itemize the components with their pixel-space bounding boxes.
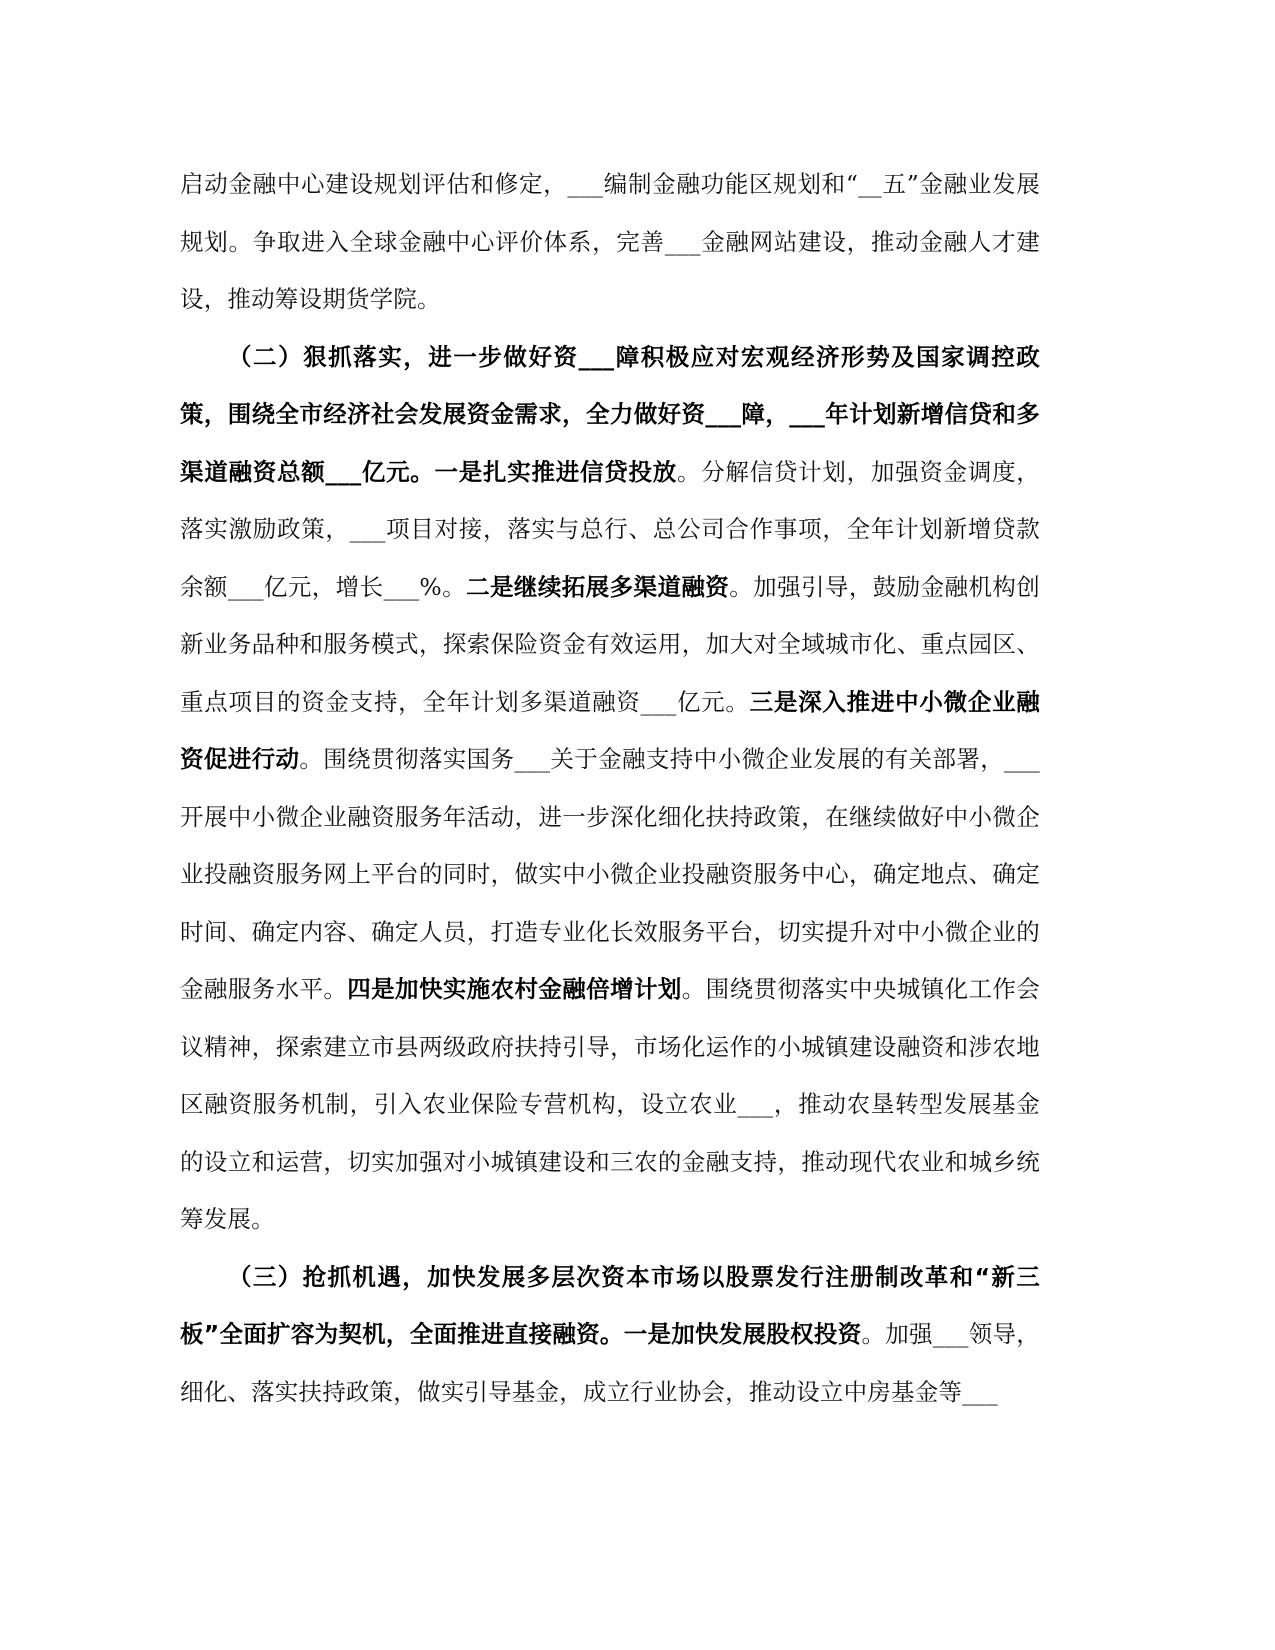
item-credit-title: 一是扎实推进信贷投放 xyxy=(434,457,677,486)
paragraph-capital-market xyxy=(180,1249,1040,1422)
item-rural-title: 四是加快实施农村金融倍增计划 xyxy=(347,975,682,1003)
document-body xyxy=(180,156,1040,1421)
item-credit-text: 。分解信贷计划，加强资金调度，落实激励政策，___项目对接，落实与总行、总公司合作事项，全年计划新增贷款余额___亿元，增长___%。 xyxy=(180,457,1041,601)
item-equity-text: 。加强___领导，细化、落实扶持政策，做实引导基金，成立行业协会，推动设立中房基金等___ xyxy=(180,1320,1040,1406)
item-financing-title: 二是继续拓展多渠道融资 xyxy=(466,572,730,601)
item-sme-text: 。围绕贯彻落实国务___关于金融支持中小微企业发展的有关部署，___开展中小微企业融资服务年活动，进一步深化细化扶持政策，在继续做好中小微企业投融资服务网上平台的同时，做实中小微企业投融资服务中心，确定地点、确定时间、确定内容、确定人员，打造专业化长效服务平台，切实提升对中小微企业的金融服务水平。 xyxy=(180,745,1040,1003)
section-heading-two: （二）狠抓落实，进一步做好资___障积极应对宏观经济形势及国家调控政策，围绕全市经济社会发展资金需求，全力做好资___障，___年计划新增信贷和多渠道融资总额___亿元。 xyxy=(180,342,1040,486)
paragraph-planning-text: 启动金融中心建设规划评估和修定，___编制金融功能区规划和“__五”金融业发展规划。争取进入全球金融中心评价体系，完善___金融网站建设，推动金融人才建设，推动筹设期货学院。 xyxy=(180,170,1040,313)
paragraph-planning xyxy=(180,156,1040,329)
item-sme-title: 三是深入推进中小微企业融资促进行动 xyxy=(180,687,1041,773)
paragraph-funding-guarantee xyxy=(180,329,1040,1249)
item-financing-text: 。加强引导，鼓励金融机构创新业务品种和服务模式，探索保险资金有效运用，加大对全域城市化、重点园区、重点项目的资金支持，全年计划多渠道融资___亿元。 xyxy=(180,572,1040,716)
item-rural-text: 。围绕贯彻落实中央城镇化工作会议精神，探索建立市县两级政府扶持引导，市场化运作的小城镇建设融资和涉农地区融资服务机制，引入农业保险专营机构，设立农业___，推动农垦转型发展基金的设立和运营，切实加强对小城镇建设和三农的金融支持，推动现代农业和城乡统筹发展。 xyxy=(180,975,1040,1233)
item-equity-title: 一是加快发展股权投资 xyxy=(623,1320,862,1348)
section-heading-three: （三）抢抓机遇，加快发展多层次资本市场以股票发行注册制改革和“新三板”全面扩容为契机，全面推进直接融资。 xyxy=(180,1262,1040,1348)
